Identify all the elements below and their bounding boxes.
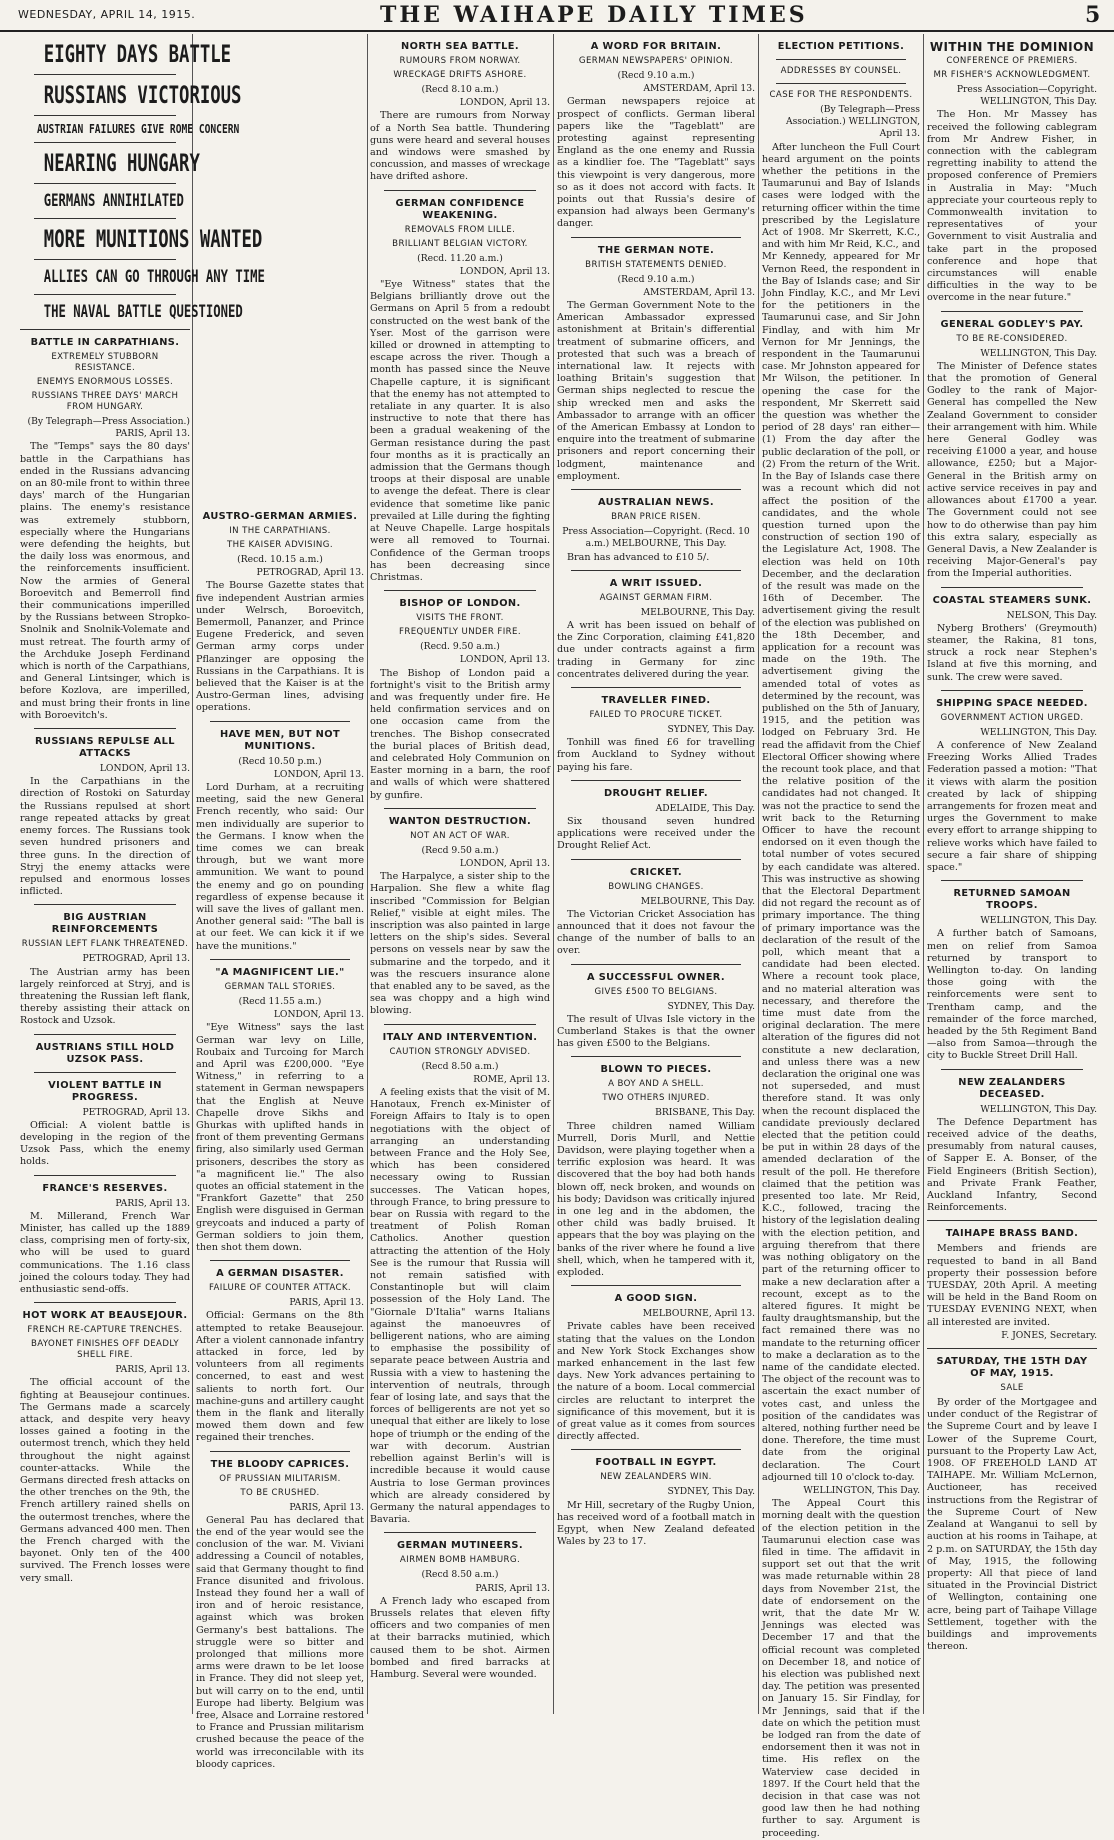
article-body: A French lady who escaped from Brussels relates that eleven fifty officers and two companies of men at their barracks mutinied, which caused them to be shot. Airmen bombed and fired barracks at Hamburg. Several were wounded. [370, 1595, 550, 1680]
dateline: BRISBANE, This Day. [655, 1107, 755, 1119]
headline: THE NAVAL BATTLE QUESTIONED [43, 302, 243, 322]
article-heading: VIOLENT BATTLE IN PROGRESS. [48, 1079, 162, 1103]
dateline: SYDNEY, This Day. [667, 723, 755, 735]
article-subheading: A BOY AND A SHELL. [608, 1079, 704, 1090]
article-heading: GERMAN MUTINEERS. [397, 1540, 523, 1552]
dateline: SYDNEY, This Day. [667, 1000, 755, 1012]
article-heading: A SUCCESSFUL OWNER. [586, 971, 726, 983]
article-heading: GERMAN CONFIDENCE WEAKENING. [395, 197, 525, 221]
dateline: ADELAIDE, This Day. [655, 802, 755, 814]
article-body: "Eye Witness" states that the Belgians brilliantly drove out the Germans on April 5 from a redoubt constructed on the west bank of the Yser. Most of the garrison were killed or drowned in attempting to escape across the river. Though a month has passed since the Neuve Chapelle capture, it is significant that the enemy has not attempted to retaliate in any quarter. It is also instructive to note that there has been a gradual weakening of the German resistance during the past four months as it is practically an admission that the Germans though troops at their disposal are unable to avenge the defeat. There is clear evidence that sometime like panic prevailed at Lille during the fighting at Neuve Chapelle. Large hospitals were all removed to Tournai. Confidence of the German troops has been decreasing since Christmas. [370, 279, 550, 583]
column-3 [370, 34, 550, 1714]
article-heading: NORTH SEA BATTLE. [401, 41, 519, 52]
advert-heading: SATURDAY, THE 15TH DAY OF MAY, 1915. [936, 1356, 1088, 1380]
received-time: (Recd 9.10 a.m.) [617, 273, 695, 285]
headline: NEARING HUNGARY [43, 149, 200, 177]
headline: MORE MUNITIONS WANTED [43, 225, 263, 253]
dateline: MELBOURNE, This Day. [640, 895, 755, 907]
article-heading: BIG AUSTRIAN REINFORCEMENTS [51, 912, 159, 936]
article-heading: AUSTRIANS STILL HOLD UZSOK PASS. [35, 1041, 175, 1065]
article-body: The Minister of Defence states that the promotion of General Godley to the rank of Major-General has compelled the New Zealand Government to consider their arrangement with him. While here General Godley was receiving £1000 a year, and house allowance, £250; but a Major-General in the British army on active service receives in pay and allowances about £1700 a year. The Government could not see how to do otherwise than pay him this extra salary, especially as General Davis, a New Zealander is receiving Major-General's pay from the Imperial authorities. [927, 360, 1097, 580]
dateline: PETROGRAD, April 13. [82, 1106, 190, 1118]
article-heading: COASTAL STEAMERS SUNK. [932, 594, 1092, 606]
article-subheading: TWO OTHERS INJURED. [602, 1093, 710, 1104]
article-subheading: EXTREMELY STUBBORN RESISTANCE. [51, 352, 159, 373]
article-body: Nyberg Brothers' (Greymouth) steamer, the Rakina, 81 tons, struck a rock near Stephen's Island at five this morning, and sunk. The crew were saved. [927, 622, 1097, 683]
article-body: A feeling exists that the visit of M. Hanotaux, French ex-Minister of Foreign Affairs to Italy is to open negotiations with the object of arranging an understanding between France and the Holy See, which has been considered necessary owing to Russian successes. The Vatican hopes, through France, to bring pressure to bear on Russia with regard to the treatment of Polish Roman Catholics. Another question attracting the attention of the Holy See is the rumour that Russia will not remain satisfied with Constantinople but will claim possession of the Holy Land. The "Giornale D'Italia" warns Italians against the manoeuvres of belligerent nations, who are aiming to emphasise the possibility of separate peace between Austria and Russia with a view to hastening the intervention of neutrals, through fear of losing late, and says that the forces of belligerents are not yet so unequal that either are likely to lose hope of triumph or the ending of the war with decorum. Austrian rebellion against Berlin's will is incredible because it would cause Austria to lose German provinces which are already considered by Germany the natural appendages to Bavaria. [370, 1087, 550, 1526]
article-subheading: TO BE CRUSHED. [240, 1487, 320, 1498]
article-body: Three children named William Murrell, Doris Murll, and Nettie Davidson, were playing together when a terrific explosion was heard. It was discovered that the boy had both hands blown off, neck broken, and wounds on his body; Davidson was critically injured in one leg and in the abdomen, the other child was badly bruised. It appears that the boy was playing on the banks of the river where he found a live shell, which, when he tampered with it, exploded. [557, 1120, 755, 1279]
article-subheading: BRITISH STATEMENTS DENIED. [585, 259, 727, 270]
article-body: The German Government Note to the American Ambassador expressed astonishment at Britain's differential treatment of submarine officers, and protested that such was a breach of international law. It rejects with loathing Britain's suggestion that German ships neglected to rescue the ship wrecked men and asks the Ambassador to arrange with an officer of the American Embassy at London to enquire into the treatment of submarine prisoners and report concerning their lodgment, maintenance and employment. [557, 300, 755, 482]
article-heading: DROUGHT RELIEF. [603, 787, 709, 799]
article-body: A conference of New Zealand Freezing Works Allied Trades Federation passed a motion: "That it views with alarm the position created by lack of shipping arrangements for frozen meat and urges the Government to make every effort to arrange shipping to relieve works which have failed to secure a fair share of shipping space." [927, 739, 1097, 873]
article-body: Bran has advanced to £10 5/. [567, 551, 710, 563]
dateline: AMSTERDAM, April 13. [643, 286, 755, 298]
dateline: PARIS, April 13. [289, 1501, 364, 1513]
article-body: The Bourse Gazette states that five independent Austrian armies under Welrsch, Boroevitch, Bemermoll, Pananzer, and Prince Eugene Frederick, and seven German army corps under Pflanzinger are opposing the Russians in the Carpathians. It is believed that the Kaiser is at the Austro-German lines, advising operations. [196, 580, 364, 714]
article-body: German newspapers rejoice at prospect of conflicts. German liberal papers like the "Tageblatt" are protesting against representing England as the one enemy and Russia as a kindlier foe. The "Tageblatt" says this viewpoint is very dangerous, more so as it does not accord with facts. It points out that Russia's desire of expansion had always been Germany's danger. [557, 96, 755, 230]
article-subheading: CASE FOR THE RESPONDENTS. [769, 90, 913, 100]
article-heading: ELECTION PETITIONS. [777, 41, 905, 52]
dateline: WELLINGTON, This Day. [980, 1103, 1097, 1115]
dateline: LONDON, April 13. [459, 654, 550, 666]
article-subheading: CONFERENCE OF PREMIERS. [946, 56, 1078, 66]
article-subheading: THE KAISER ADVISING. [227, 540, 333, 550]
article-body: The official account of the fighting at Beausejour continues. The Germans made a scarcely attack, and despite very heavy losses gained a footing in the outermost trench, which they held throughout the night against counter-attacks. While the Germans directed fresh attacks on the other trenches on the 9th, the French artillery rained shells on the outermost trenches, where the Germans advanced 400 men. Then the French charged with the bayonet. Only ten of the 400 survived. The French losses were very small. [20, 1377, 190, 1584]
article-heading: THE BLOODY CAPRICES. [210, 1458, 350, 1470]
article-body: In the Carpathians in the direction of Rostoki on Saturday the Russians repulsed at short range repeated attacks by great enemy forces. The Russians took seven hundred prisoners and three guns. In the direction of Stryj the enemy attacks were repulsed and enormous losses inflicted. [20, 776, 190, 898]
article-subheading: NOT AN ACT OF WAR. [410, 830, 510, 841]
advert-subheading: SALE [1000, 1383, 1024, 1394]
article-body: General Pau has declared that the end of the year would see the conclusion of the war. M. Viviani addressing a Council of notables, said that Germany thought to find France disunited and frivolous. Instead they found her a wall of iron and of heroic resistance, against which was broken Germany's best battalions. The struggle were so bitter and prolonged that millions more arms were drawn to be let loose in France. They did not sleep yet, but will carry on to the end, until Europe had liberty. Belgium was free, Alsace and Lorraine restored to France and Prussian militarism crushed because the peace of the world was irreconcilable with its bloody caprices. [196, 1514, 364, 1770]
article-body: Tonhill was fined £6 for travelling from Auckland to Sydney without paying his fare. [557, 737, 755, 773]
advert-body: Members and friends are requested to band in all Band property their possession before TUESDAY, 20th April. A meeting will be held in the Band Room on TUESDAY EVENING NEXT, when all interested are invited. [927, 1243, 1097, 1328]
article-subheading: GOVERNMENT ACTION URGED. [940, 712, 1084, 723]
article-body: The Bishop of London paid a fortnight's visit to the British army and was frequently under fire. He held confirmation services and on one occasion came from the trenches. The Bishop consecrated the burial places of British dead, and celebrated Holy Communion on Easter morning in a barn, the roof and walls of which were shattered by gunfire. [370, 667, 550, 801]
article-heading: SHIPPING SPACE NEEDED. [936, 697, 1088, 709]
article-heading: RUSSIANS REPULSE ALL ATTACKS [35, 736, 175, 760]
dateline: PARIS, April 13. [115, 1197, 190, 1209]
dateline: Press Association—Copyright. WELLINGTON, This Day. [956, 84, 1097, 108]
article-subheading: GERMAN NEWSPAPERS' OPINION. [578, 56, 734, 66]
received-time: (Recd. 10.15 a.m.) [237, 554, 323, 565]
headline: GERMANS ANNIHILATED [43, 191, 184, 211]
dateline: WELLINGTON, This Day. [980, 915, 1097, 927]
article-heading: ITALY AND INTERVENTION. [382, 1031, 538, 1043]
article-subheading: IN THE CARPATHIANS. [229, 526, 331, 536]
article-body: Six thousand seven hundred applications were received under the Drought Relief Act. [557, 815, 755, 852]
received-time: (Recd 9.50 a.m.) [421, 844, 499, 856]
column-divider [923, 34, 924, 1714]
received-time: (Recd 8.50 a.m.) [421, 1060, 499, 1072]
article-subheading: BRAN PRICE RISEN. [611, 512, 701, 523]
article-body: M. Millerand, French War Minister, has called up the 1889 class, comprising men of forty-six, who will be used to guard communications. The 1.16 class joined the colours today. They had enthusiastic send-offs. [20, 1210, 190, 1295]
dateline: ROME, April 13. [473, 1073, 550, 1085]
dateline: WELLINGTON, This Day. [980, 726, 1097, 738]
dateline: PETROGRAD, April 13. [82, 953, 190, 965]
column-divider [758, 34, 759, 1714]
article-body: The result of Ulvas Isle victory in the Cumberland Stakes is that the owner has given £500 to the Belgians. [557, 1013, 755, 1050]
article-heading: A WORD FOR BRITAIN. [590, 41, 722, 52]
article-subheading: WRECKAGE DRIFTS ASHORE. [393, 70, 527, 80]
advert-signature: F. JONES, Secretary. [1001, 1329, 1097, 1341]
article-body: A writ has been issued on behalf of the Zinc Corporation, claiming £41,820 due under contracts against a firm trading in Germany for zinc concentrates delivered during the year. [557, 619, 755, 680]
article-heading: HOT WORK AT BEAUSEJOUR. [22, 1310, 188, 1322]
page-number: 5 [1085, 2, 1101, 28]
article-subheading: RUSSIANS THREE DAYS' MARCH FROM HUNGARY. [31, 391, 179, 412]
article-subheading: BOWLING CHANGES. [608, 881, 704, 892]
masthead-title: THE WAIHAPE DAILY TIMES [380, 2, 808, 28]
dateline: (By Telegraph—Press Association.) WELLINGTON, April 13. [785, 104, 920, 140]
article-subheading: FAILURE OF COUNTER ATTACK. [208, 1283, 352, 1294]
article-heading: CRICKET. [630, 866, 682, 878]
article-heading: BISHOP OF LONDON. [399, 598, 521, 610]
dateline: LONDON, April 13. [459, 97, 550, 109]
article-subheading: GIVES £500 TO BELGIANS. [594, 986, 718, 997]
dateline: WELLINGTON, This Day. [803, 1484, 920, 1496]
article-heading: AUSTRALIAN NEWS. [597, 497, 715, 509]
article-subheading: TO BE RE-CONSIDERED. [956, 333, 1068, 344]
article-subheading: FRENCH RE-CAPTURE TRENCHES. [27, 1325, 183, 1336]
column-5 [762, 34, 920, 1839]
article-subheading: FAILED TO PROCURE TICKET. [589, 709, 723, 720]
article-heading: FRANCE'S RESERVES. [42, 1182, 168, 1194]
received-time: (Recd. 11.20 a.m.) [417, 252, 503, 264]
column-6 [927, 34, 1097, 1714]
article-body: The Victorian Cricket Association has announced that it does not favour the change of the number of balls to an over. [557, 908, 755, 957]
article-heading: A GERMAN DISASTER. [216, 1268, 344, 1280]
article-heading: FOOTBALL IN EGYPT. [595, 1457, 717, 1469]
article-heading: BATTLE IN CARPATHIANS. [30, 337, 180, 348]
article-body: The Harpalyce, a sister ship to the Harpalion. She flew a white flag inscribed "Commission for Belgian Relief," visible at eight miles. The inscription was also painted in large letters on the ship's sides. Several persons on vessels near by saw the submarine and the torpedo, and it was the rescuers insurance alone that enabled any to be saved, as the sea was choppy and a high wind blowing. [370, 871, 550, 1017]
article-subheading: AGAINST GERMAN FIRM. [599, 592, 713, 603]
advert-heading: TAIHAPE BRASS BAND. [945, 1228, 1079, 1240]
column-4 [557, 34, 755, 1714]
headline: AUSTRIAN FAILURES GIVE ROME CONCERN [37, 122, 240, 136]
main-headline: EIGHTY DAYS BATTLE [43, 40, 232, 68]
article-heading: AUSTRO-GERMAN ARMIES. [202, 511, 358, 522]
article-subheading: MR FISHER'S ACKNOWLEDGMENT. [933, 70, 1091, 80]
article-heading: NEW ZEALANDERS DECEASED. [958, 1076, 1066, 1100]
article-heading: TRAVELLER FINED. [601, 694, 711, 706]
article-subheading: ENEMYS ENORMOUS LOSSES. [36, 377, 174, 387]
column-1 [20, 34, 265, 1714]
article-heading: "A MAGNIFICENT LIE." [215, 966, 345, 978]
received-time: (Recd 8.10 a.m.) [421, 84, 499, 95]
article-subheading: VISITS THE FRONT. [416, 613, 504, 624]
dateline: MELBOURNE, This Day. [640, 606, 755, 618]
article-body: Official: Germans on the 8th attempted to retake Beausejour. After a violent cannonade infantry attacked in force, led by volunteers from all regiments concerned, to east and west salients to north fort. Our machine-guns and artillery caught them in the flank and literally mowed them down and few regained their trenches. [196, 1310, 364, 1444]
dateline: LONDON, April 13. [273, 1009, 364, 1021]
article-heading: RETURNED SAMOAN TROOPS. [953, 888, 1071, 912]
article-subheading: RUSSIAN LEFT FLANK THREATENED. [21, 939, 189, 950]
article-heading: WITHIN THE DOMINION [929, 40, 1095, 54]
received-time: (Recd 10.50 p.m.) [238, 755, 322, 767]
dateline: LONDON, April 13. [459, 265, 550, 277]
advert-body: By order of the Mortgagee and under conduct of the Registrar of the Supreme Court and by leave I Lower of the Supreme Court, pursuant to the Property Law Act, 1908. OF FREEHOLD LAND AT TAIHAPE. Mr. William McLernon, Auctioneer, has received instructions from the Registrar of the Supreme Court of New Zealand at Wanganui to sell by auction at his rooms in Taihape, at 2 p.m. on SATURDAY, the 15th day of May, 1915, the following property: All that piece of land situated in the Provincial District of Wellington, containing one acre, being part of Taihape Village Settlement, together with the buildings and improvements thereon. [927, 1397, 1097, 1653]
article-subheading: OF PRUSSIAN MILITARISM. [219, 1473, 341, 1484]
dateline: LONDON, April 13. [459, 857, 550, 869]
article-body: A further batch of Samoans, men on relief from Samoa returned by transport to Wellington to-day. On landing those going with the reinforcements were sent to Trentham camp, and the remainder of the force marched, headed by the 5th Regiment Band—also from Samoa—through the city to Buckle Street Drill Hall. [927, 928, 1097, 1062]
article-subheading: AIRMEN BOMB HAMBURG. [399, 1555, 521, 1566]
article-heading: A GOOD SIGN. [614, 1293, 698, 1305]
article-heading: GENERAL GODLEY'S PAY. [940, 318, 1084, 330]
dateline: LONDON, April 13. [99, 763, 190, 775]
article-subheading: FREQUENTLY UNDER FIRE. [398, 627, 521, 638]
article-body: "Eye Witness" says the last German war levy on Lille, Roubaix and Turcoing for March and April was £200,000. "Eye Witness," in referring to a statement in German newspapers that the English at Neuve Chapelle drove Sikhs and Ghurkas with uplifted hands in front of them preventing Germans firing, also similarly used German prisoners, describes the story as "a magnificent lie." The also quotes an official statement in the "Frankfort Gazette" that 250 English were disguised in German greycoats and induced a party of German soldiers to join them, then shot them down. [196, 1022, 364, 1253]
column-2 [196, 34, 364, 1770]
article-subheading: NEW ZEALANDERS WIN. [600, 1472, 712, 1483]
dateline: WELLINGTON, This Day. [980, 347, 1097, 359]
dateline: (By Telegraph—Press Association.) PARIS, April 13. [27, 416, 190, 440]
article-subheading: GERMAN TALL STORIES. [224, 981, 336, 992]
article-body: There are rumours from Norway of a North Sea battle. Thundering guns were heard and several houses and windows were smashed by concussion, and masses of wreckage have drifted ashore. [370, 110, 550, 183]
article-body: The Austrian army has been largely reinforced at Stryj, and is threatening the Russian left flank, thereby assisting their attack on Rostock and Uzsok. [20, 966, 190, 1027]
dateline: PARIS, April 13. [115, 1364, 190, 1376]
article-heading: WANTON DESTRUCTION. [388, 815, 532, 827]
headline: ALLIES CAN GO THROUGH ANY TIME [43, 267, 265, 287]
dateline: PETROGRAD, April 13. [256, 567, 364, 579]
dateline: LONDON, April 13. [273, 768, 364, 780]
column-divider [553, 34, 554, 1714]
column-divider [367, 34, 368, 1714]
received-time: (Recd 9.10 a.m.) [617, 70, 695, 81]
article-subheading: BRILLIANT BELGIAN VICTORY. [392, 238, 528, 249]
dateline: PARIS, April 13. [475, 1582, 550, 1594]
article-subheading: BAYONET FINISHES OFF DEADLY SHELL FIRE. [30, 1339, 180, 1361]
article-heading: A WRIT ISSUED. [609, 577, 703, 589]
dateline: NELSON, This Day. [1006, 609, 1097, 621]
masthead [0, 0, 1114, 32]
article-subheading: ADDRESSES BY COUNSEL. [780, 66, 902, 76]
masthead-date: WEDNESDAY, APRIL 14, 1915. [18, 8, 196, 21]
article-body: Mr Hill, secretary of the Rugby Union, has received word of a football match in Egypt, when New Zealand defeated Wales by 23 to 17. [557, 1499, 755, 1548]
article-body: Lord Durham, at a recruiting meeting, said the new General French recently, who said: Our men individually are superior to the Germans. I know when the time comes we can break through, but we want more ammunition. We want to pound the enemy and go on pounding regardless of expense because it will save the lives of gallant men. Another general said: "The ball is at our feet. We can kick it if we have the munitions." [196, 782, 364, 952]
dateline: SYDNEY, This Day. [667, 1486, 755, 1498]
article-body: Private cables have been received stating that the values on the London and New York Stock Exchanges show marked enhancement in the last few days. New York advances pertaining to the nature of a boom. Local commercial circles are reluctant to interpret the significance of this movement, but it is of great value as it comes from sources directly affected. [557, 1321, 755, 1443]
dateline: AMSTERDAM, April 13. [643, 83, 755, 95]
article-subheading: RUMOURS FROM NORWAY. [399, 56, 521, 66]
article-heading: HAVE MEN, BUT NOT MUNITIONS. [219, 728, 341, 752]
article-subheading: REMOVALS FROM LILLE. [404, 224, 516, 235]
article-heading: THE GERMAN NOTE. [597, 244, 715, 256]
article-body: The Defence Department has received advice of the deaths, presumably from natural causes, of Sapper E. A. Bonser, of the Field Engineers (British Section), and Private Frank Feather, Auckland Infantry, Second Reinforcements. [927, 1116, 1097, 1214]
article-body: Official: A violent battle is developing in the region of the Uzsok Pass, which the enemy holds. [20, 1119, 190, 1168]
article-body: The "Temps" says the 80 days' battle in the Carpathians has ended in the Russians advancing on an 80-mile front to within three days' march of the Hungarian plains. The enemy's resistance was extremely stubborn, especially where the Hungarians were defending the heights, but the daily loss was enormous, and the reinforcements insufficient. Now the armies of General Boroevitch and Bemerroll find their communications imperilled by the Russians between Stropko-Snolnik and Snolnik-Volemate and must retreat. The fourth army of the Archduke Joseph Ferdinand which is north of the Carpathians, and General Lintsinger, which is before Kozlova, are imperilled, and must bring their fronts in line with Boroevitch's. [20, 441, 190, 721]
article-heading: BLOWN TO PIECES. [600, 1064, 712, 1076]
dateline: MELBOURNE, April 13. [642, 1308, 755, 1320]
received-time: (Recd 11.55 a.m.) [238, 995, 322, 1007]
headline: RUSSIANS VICTORIOUS [43, 81, 242, 109]
article-body: After luncheon the Full Court heard argument on the points whether the petitions in the Taumarunui and Bay of Islands cases were lodged with the returning officer within the time prescribed by the Legislature Act of 1908. Mr Skerrett, K.C., and with him Mr Reid, K.C., and Mr Kennedy, appeared for Mr Vernon Reed, the respondent in the Bay of Islands case; and Sir John Findlay, K.C., and Mr Levi for the petitioners in the Taumarunui case, and Sir John Findlay, and with him Mr Vernon for Mr Jennings, the respondent in the Taumarunui case. Mr Johnston appeared for Mr Wilson, the petitioner. In opening the case for the respondent, Mr Skerrett said the question was whether the period of 28 days' ran either—(1) From the day after the public declaration of the poll, or (2) From the return of the Writ. In the Bay of Islands case there was a recount which did not affect the position of the candidates, and the whole question turned upon the construction of section 190 of the Legislature Act, 1908. The election was held on 10th December, and the declaration of the result was made on the 16th of December. The advertisement giving the result of the election was published on the 18th December, and application for a recount was made on the 19th. The advertisement giving the amended total of votes as determined by the recount, was published on the 5th of January, 1915, and the petition was lodged on February 3rd. He read the affidavit from the Chief Electoral Officer showing where the recount took place, and that the relative position of the candidates had not changed. It was not the practice to send the writ back to the Returning Officer to have the recount endorsed on it even though the total number of votes secured by each candidate was altered. This was instructive as showing that the Electoral Department did not regard the recount as of primary importance. The thing of primary importance was the declaration of the result of the poll, which meant that a candidate had been elected. Where a recount took place, and no material alteration was necessary, and therefore the time must date from the original declaration. The mere alteration of the figures did not constitute a new declaration, and unless there was a new declaration the original one was not superseded, and must therefore stand. It was only when the recount displaced the candidate previously declared elected that the petition could be put in within 28 days of the amended declaration of the result of the poll. He therefore claimed that the petition was presented too late. Mr Reid, K.C., followed, tracing the history of the legislation dealing with the election petition, and arguing therefrom that there was nothing obligatory on the part of the returning officer to make a new declaration after a recount, except as to the altered figures. It might be faulty draughtsmanship, but the fact remained there was no mandate to the returning officer to make a declaration as to the name of the candidate elected. The object of the recount was to ascertain the exact number of votes cast, and unless the position of the candidates was altered, nothing further need be done. Therefore, the time must date from the original declaration. The Court adjourned till 10 o'clock to-day. [762, 141, 920, 1483]
article-subheading: CAUTION STRONGLY ADVISED. [389, 1046, 531, 1057]
received-time: (Recd 8.50 a.m.) [421, 1569, 499, 1581]
article-body: The Appeal Court this morning dealt with the question of the election petition in the Taumarunui election case was filed in time. The affidavit in support set out that the writ was made returnable within 28 days from November 21st, the date of endorsement on the writ, that the date Mr W. Jennings was elected was December 17 and that the official recount was completed on December 18, and notice of his election was published next day. The petition was presented on January 15. Sir Findlay, for Mr Jennings, said that if the date on which the petition must be lodged ran from the date of endorsement then it was not in time. His reflex on the Waterview case decided in 1897. If the Court held that the decision in that case was not good law then he had nothing further to say. Argument is proceeding. [762, 1498, 920, 1839]
article-body: The Hon. Mr Massey has received the following cablegram from Mr Andrew Fisher, in connection with the cablegram regretting inability to attend the proposed conference of Premiers in Australia in May: "Much appreciate your courteous reply to Commonwealth invitation to representatives of your Government to visit Australia and take part in the proposed conference and hope that circumstances will enable difficulties in the way to be overcome in the near future." [927, 109, 1097, 304]
dateline: Press Association—Copyright. (Recd. 10 a.m.) MELBOURNE, This Day. [562, 526, 750, 550]
dateline: PARIS, April 13. [289, 1297, 364, 1309]
received-time: (Recd. 9.50 a.m.) [420, 641, 500, 653]
